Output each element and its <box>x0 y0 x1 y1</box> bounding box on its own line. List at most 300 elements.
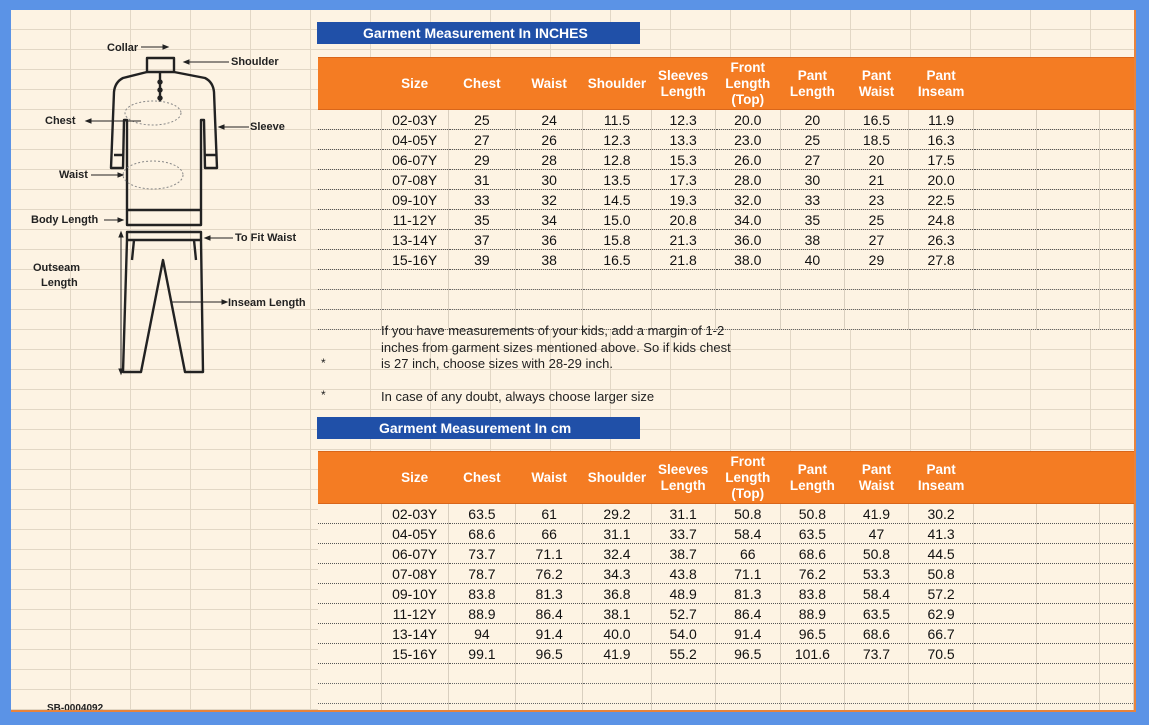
size-cell[interactable]: 13-14Y <box>381 624 448 644</box>
measurement-cell[interactable]: 27 <box>844 230 908 250</box>
empty-cell[interactable] <box>381 290 448 310</box>
empty-cell[interactable] <box>909 310 974 330</box>
size-cell[interactable]: 09-10Y <box>381 584 448 604</box>
measurement-cell[interactable]: 11.9 <box>909 110 974 130</box>
empty-cell[interactable] <box>1100 544 1134 564</box>
empty-cell[interactable] <box>780 664 844 684</box>
measurement-cell[interactable]: 32 <box>516 190 583 210</box>
measurement-cell[interactable]: 47 <box>844 524 908 544</box>
empty-cell[interactable] <box>381 684 448 704</box>
empty-cell[interactable] <box>1037 584 1100 604</box>
empty-cell[interactable] <box>1037 684 1100 704</box>
measurement-cell[interactable]: 66 <box>516 524 583 544</box>
empty-cell[interactable] <box>844 310 908 330</box>
empty-cell[interactable] <box>974 664 1037 684</box>
empty-cell[interactable] <box>780 704 844 713</box>
empty-cell[interactable] <box>516 290 583 310</box>
measurement-cell[interactable]: 41.9 <box>844 504 908 524</box>
size-cell[interactable]: 07-08Y <box>381 564 448 584</box>
measurement-cell[interactable]: 20.8 <box>651 210 715 230</box>
measurement-cell[interactable]: 12.8 <box>583 150 651 170</box>
measurement-cell[interactable]: 20 <box>780 110 844 130</box>
empty-cell[interactable] <box>318 310 381 330</box>
measurement-cell[interactable]: 101.6 <box>780 644 844 664</box>
measurement-cell[interactable]: 68.6 <box>448 524 515 544</box>
empty-cell[interactable] <box>1037 644 1100 664</box>
row-spacer-cell[interactable] <box>318 524 381 544</box>
empty-cell[interactable] <box>909 684 974 704</box>
empty-cell[interactable] <box>909 290 974 310</box>
measurement-cell[interactable]: 94 <box>448 624 515 644</box>
empty-cell[interactable] <box>1100 524 1134 544</box>
size-cell[interactable]: 11-12Y <box>381 210 448 230</box>
row-spacer-cell[interactable] <box>318 564 381 584</box>
measurement-cell[interactable]: 76.2 <box>516 564 583 584</box>
measurement-cell[interactable]: 25 <box>844 210 908 230</box>
empty-cell[interactable] <box>1100 664 1134 684</box>
col-header-pant-waist: Pant Waist <box>844 452 908 504</box>
measurement-cell[interactable]: 22.5 <box>909 190 974 210</box>
measurement-cell[interactable]: 18.5 <box>844 130 908 150</box>
empty-cell[interactable] <box>448 664 515 684</box>
measurement-cell[interactable]: 63.5 <box>780 524 844 544</box>
measurement-cell[interactable]: 12.3 <box>651 110 715 130</box>
measurement-cell[interactable]: 20.0 <box>715 110 780 130</box>
empty-cell[interactable] <box>909 270 974 290</box>
empty-cell[interactable] <box>715 270 780 290</box>
measurement-cell[interactable]: 36.0 <box>715 230 780 250</box>
measurement-cell[interactable]: 14.5 <box>583 190 651 210</box>
measurement-cell[interactable]: 23.0 <box>715 130 780 150</box>
measurement-cell[interactable]: 16.5 <box>583 250 651 270</box>
empty-cell[interactable] <box>1037 664 1100 684</box>
measurement-cell[interactable]: 88.9 <box>448 604 515 624</box>
size-cell[interactable]: 07-08Y <box>381 170 448 190</box>
size-cell[interactable]: 13-14Y <box>381 230 448 250</box>
empty-cell[interactable] <box>974 310 1037 330</box>
empty-cell[interactable] <box>1100 504 1134 524</box>
empty-cell[interactable] <box>974 290 1037 310</box>
table-row <box>318 230 1134 250</box>
measurement-cell[interactable]: 40.0 <box>583 624 651 644</box>
empty-cell[interactable] <box>974 584 1037 604</box>
empty-cell[interactable] <box>844 270 908 290</box>
row-spacer-cell[interactable] <box>318 230 381 250</box>
empty-row <box>318 290 1134 310</box>
measurement-cell[interactable]: 96.5 <box>780 624 844 644</box>
empty-cell[interactable] <box>651 270 715 290</box>
empty-cell[interactable] <box>1037 250 1100 270</box>
measurement-cell[interactable]: 73.7 <box>448 544 515 564</box>
cm-table <box>318 451 1134 712</box>
empty-cell[interactable] <box>974 624 1037 644</box>
empty-cell[interactable] <box>1100 210 1134 230</box>
size-cell[interactable]: 04-05Y <box>381 524 448 544</box>
measurement-cell[interactable]: 24.8 <box>909 210 974 230</box>
empty-cell[interactable] <box>583 684 651 704</box>
empty-cell[interactable] <box>1100 624 1134 644</box>
measurement-cell[interactable]: 36.8 <box>583 584 651 604</box>
empty-cell[interactable] <box>1037 150 1100 170</box>
measurement-cell[interactable]: 26.3 <box>909 230 974 250</box>
row-spacer-cell[interactable] <box>318 250 381 270</box>
measurement-cell[interactable]: 27 <box>780 150 844 170</box>
row-spacer-cell[interactable] <box>318 504 381 524</box>
row-spacer-cell[interactable] <box>318 544 381 564</box>
measurement-cell[interactable]: 20.0 <box>909 170 974 190</box>
empty-cell[interactable] <box>1037 130 1100 150</box>
empty-cell[interactable] <box>844 290 908 310</box>
measurement-cell[interactable]: 21.3 <box>651 230 715 250</box>
col-header-chest: Chest <box>448 452 515 504</box>
empty-cell[interactable] <box>318 664 381 684</box>
empty-cell[interactable] <box>1037 704 1100 713</box>
measurement-cell[interactable]: 86.4 <box>715 604 780 624</box>
measurement-cell[interactable]: 17.3 <box>651 170 715 190</box>
measurement-cell[interactable]: 54.0 <box>651 624 715 644</box>
measurement-cell[interactable]: 71.1 <box>715 564 780 584</box>
measurement-cell[interactable]: 81.3 <box>516 584 583 604</box>
empty-cell[interactable] <box>1100 684 1134 704</box>
measurement-cell[interactable]: 62.9 <box>909 604 974 624</box>
empty-cell[interactable] <box>780 270 844 290</box>
measurement-cell[interactable]: 16.3 <box>909 130 974 150</box>
header-spacer <box>974 452 1037 504</box>
empty-cell[interactable] <box>1037 170 1100 190</box>
empty-cell[interactable] <box>1100 310 1134 330</box>
empty-cell[interactable] <box>1100 250 1134 270</box>
measurement-cell[interactable]: 38.0 <box>715 250 780 270</box>
measurement-cell[interactable]: 23 <box>844 190 908 210</box>
empty-cell[interactable] <box>1037 544 1100 564</box>
note-margin-line-1: If you have measurements of your kids, add a margin of 1-2 <box>381 323 725 338</box>
empty-cell[interactable] <box>844 664 908 684</box>
measurement-cell[interactable]: 30 <box>780 170 844 190</box>
measurement-cell[interactable]: 21.8 <box>651 250 715 270</box>
measurement-cell[interactable]: 40 <box>780 250 844 270</box>
empty-cell[interactable] <box>715 664 780 684</box>
measurement-cell[interactable]: 19.3 <box>651 190 715 210</box>
empty-cell[interactable] <box>1037 564 1100 584</box>
table-row <box>318 210 1134 230</box>
measurement-cell[interactable]: 32.4 <box>583 544 651 564</box>
empty-cell[interactable] <box>583 270 651 290</box>
empty-cell[interactable] <box>516 684 583 704</box>
col-header-size: Size <box>381 58 448 110</box>
empty-cell[interactable] <box>715 310 780 330</box>
measurement-cell[interactable]: 16.5 <box>844 110 908 130</box>
measurement-cell[interactable]: 41.9 <box>583 644 651 664</box>
empty-cell[interactable] <box>1037 230 1100 250</box>
empty-cell[interactable] <box>516 704 583 713</box>
measurement-cell[interactable]: 34.0 <box>715 210 780 230</box>
measurement-cell[interactable]: 27 <box>448 130 515 150</box>
col-header-waist: Waist <box>516 452 583 504</box>
empty-cell[interactable] <box>974 524 1037 544</box>
empty-cell[interactable] <box>651 704 715 713</box>
empty-cell[interactable] <box>909 664 974 684</box>
measurement-cell[interactable]: 31.1 <box>651 504 715 524</box>
measurement-cell[interactable]: 76.2 <box>780 564 844 584</box>
col-header-pant-length: Pant Length <box>780 58 844 110</box>
measurement-cell[interactable]: 58.4 <box>715 524 780 544</box>
empty-cell[interactable] <box>1100 150 1134 170</box>
row-spacer-cell[interactable] <box>318 604 381 624</box>
empty-cell[interactable] <box>1100 564 1134 584</box>
row-spacer-cell[interactable] <box>318 210 381 230</box>
empty-cell[interactable] <box>651 664 715 684</box>
measurement-cell[interactable]: 27.8 <box>909 250 974 270</box>
empty-row <box>318 270 1134 290</box>
row-spacer-cell[interactable] <box>318 170 381 190</box>
table-row <box>318 644 1134 664</box>
empty-cell[interactable] <box>715 704 780 713</box>
measurement-cell[interactable]: 55.2 <box>651 644 715 664</box>
measurement-cell[interactable]: 71.1 <box>516 544 583 564</box>
empty-cell[interactable] <box>516 270 583 290</box>
empty-cell[interactable] <box>974 564 1037 584</box>
measurement-cell[interactable]: 34 <box>516 210 583 230</box>
measurement-cell[interactable]: 13.5 <box>583 170 651 190</box>
empty-cell[interactable] <box>1037 310 1100 330</box>
measurement-cell[interactable]: 50.8 <box>909 564 974 584</box>
empty-cell[interactable] <box>974 190 1037 210</box>
empty-cell[interactable] <box>1037 110 1100 130</box>
empty-cell[interactable] <box>1100 110 1134 130</box>
empty-cell[interactable] <box>448 270 515 290</box>
empty-cell[interactable] <box>1037 270 1100 290</box>
header-spacer <box>1100 452 1134 504</box>
measurement-cell[interactable]: 12.3 <box>583 130 651 150</box>
measurement-cell[interactable]: 53.3 <box>844 564 908 584</box>
measurement-cell[interactable]: 38 <box>516 250 583 270</box>
measurement-cell[interactable]: 96.5 <box>715 644 780 664</box>
empty-cell[interactable] <box>1100 584 1134 604</box>
measurement-cell[interactable]: 99.1 <box>448 644 515 664</box>
sku-code: SB-0004092 <box>47 703 104 712</box>
empty-cell[interactable] <box>318 684 381 704</box>
empty-cell[interactable] <box>1037 604 1100 624</box>
body-length-label: Body Length <box>31 214 99 226</box>
empty-cell[interactable] <box>844 684 908 704</box>
measurement-cell[interactable]: 26.0 <box>715 150 780 170</box>
empty-cell[interactable] <box>1100 190 1134 210</box>
measurement-cell[interactable]: 15.8 <box>583 230 651 250</box>
size-cell[interactable]: 02-03Y <box>381 504 448 524</box>
measurement-cell[interactable]: 21 <box>844 170 908 190</box>
row-spacer-cell[interactable] <box>318 584 381 604</box>
measurement-cell[interactable]: 48.9 <box>651 584 715 604</box>
measurement-cell[interactable]: 83.8 <box>448 584 515 604</box>
empty-cell[interactable] <box>1100 704 1134 713</box>
measurement-cell[interactable]: 15.0 <box>583 210 651 230</box>
empty-cell[interactable] <box>974 644 1037 664</box>
empty-cell[interactable] <box>1037 624 1100 644</box>
size-cell[interactable]: 04-05Y <box>381 130 448 150</box>
measurement-cell[interactable]: 25 <box>448 110 515 130</box>
measurement-cell[interactable]: 41.3 <box>909 524 974 544</box>
empty-cell[interactable] <box>974 210 1037 230</box>
measurement-cell[interactable]: 50.8 <box>844 544 908 564</box>
empty-cell[interactable] <box>715 684 780 704</box>
measurement-cell[interactable]: 88.9 <box>780 604 844 624</box>
table-row <box>318 250 1134 270</box>
measurement-cell[interactable]: 50.8 <box>715 504 780 524</box>
measurement-cell[interactable]: 83.8 <box>780 584 844 604</box>
row-spacer-cell[interactable] <box>318 624 381 644</box>
measurement-cell[interactable]: 28.0 <box>715 170 780 190</box>
empty-cell[interactable] <box>1037 504 1100 524</box>
empty-cell[interactable] <box>974 170 1037 190</box>
measurement-cell[interactable]: 44.5 <box>909 544 974 564</box>
measurement-cell[interactable]: 11.5 <box>583 110 651 130</box>
measurement-cell[interactable]: 91.4 <box>715 624 780 644</box>
measurement-cell[interactable]: 43.8 <box>651 564 715 584</box>
outseam-length-label-2: Length <box>41 277 78 289</box>
measurement-cell[interactable]: 52.7 <box>651 604 715 624</box>
col-header-waist: Waist <box>516 58 583 110</box>
measurement-cell[interactable]: 30.2 <box>909 504 974 524</box>
measurement-cell[interactable]: 73.7 <box>844 644 908 664</box>
empty-cell[interactable] <box>1100 604 1134 624</box>
empty-cell[interactable] <box>1100 270 1134 290</box>
empty-cell[interactable] <box>780 290 844 310</box>
measurement-cell[interactable]: 39 <box>448 250 515 270</box>
measurement-cell[interactable]: 31 <box>448 170 515 190</box>
empty-cell[interactable] <box>318 290 381 310</box>
empty-cell[interactable] <box>651 290 715 310</box>
row-spacer-cell[interactable] <box>318 110 381 130</box>
measurement-cell[interactable]: 63.5 <box>844 604 908 624</box>
measurement-cell[interactable]: 66.7 <box>909 624 974 644</box>
measurement-cell[interactable]: 38.7 <box>651 544 715 564</box>
measurement-cell[interactable]: 29 <box>844 250 908 270</box>
measurement-cell[interactable]: 38.1 <box>583 604 651 624</box>
empty-cell[interactable] <box>1100 290 1134 310</box>
empty-cell[interactable] <box>448 704 515 713</box>
empty-cell[interactable] <box>381 270 448 290</box>
empty-cell[interactable] <box>318 704 381 713</box>
empty-cell[interactable] <box>318 270 381 290</box>
empty-cell[interactable] <box>974 704 1037 713</box>
measurement-cell[interactable]: 17.5 <box>909 150 974 170</box>
measurement-cell[interactable]: 37 <box>448 230 515 250</box>
row-spacer-cell[interactable] <box>318 130 381 150</box>
measurement-cell[interactable]: 33 <box>780 190 844 210</box>
size-cell[interactable]: 11-12Y <box>381 604 448 624</box>
empty-cell[interactable] <box>974 684 1037 704</box>
size-cell[interactable]: 06-07Y <box>381 544 448 564</box>
row-spacer-cell[interactable] <box>318 190 381 210</box>
measurement-cell[interactable]: 34.3 <box>583 564 651 584</box>
empty-cell[interactable] <box>780 684 844 704</box>
measurement-cell[interactable]: 15.3 <box>651 150 715 170</box>
measurement-cell[interactable]: 36 <box>516 230 583 250</box>
measurement-cell[interactable]: 24 <box>516 110 583 130</box>
measurement-cell[interactable]: 29 <box>448 150 515 170</box>
empty-cell[interactable] <box>974 250 1037 270</box>
empty-cell[interactable] <box>448 290 515 310</box>
measurement-cell[interactable]: 29.2 <box>583 504 651 524</box>
measurement-cell[interactable]: 58.4 <box>844 584 908 604</box>
measurement-cell[interactable]: 33.7 <box>651 524 715 544</box>
empty-cell[interactable] <box>1037 524 1100 544</box>
empty-cell[interactable] <box>583 664 651 684</box>
measurement-cell[interactable]: 96.5 <box>516 644 583 664</box>
measurement-cell[interactable]: 20 <box>844 150 908 170</box>
empty-cell[interactable] <box>1100 130 1134 150</box>
measurement-cell[interactable]: 61 <box>516 504 583 524</box>
measurement-cell[interactable]: 57.2 <box>909 584 974 604</box>
measurement-cell[interactable]: 25 <box>780 130 844 150</box>
measurement-cell[interactable]: 86.4 <box>516 604 583 624</box>
measurement-cell[interactable]: 31.1 <box>583 524 651 544</box>
empty-cell[interactable] <box>516 664 583 684</box>
empty-cell[interactable] <box>974 130 1037 150</box>
measurement-cell[interactable]: 68.6 <box>844 624 908 644</box>
empty-cell[interactable] <box>974 150 1037 170</box>
empty-cell[interactable] <box>583 290 651 310</box>
empty-cell[interactable] <box>583 704 651 713</box>
empty-cell[interactable] <box>448 684 515 704</box>
measurement-cell[interactable]: 38 <box>780 230 844 250</box>
measurement-cell[interactable]: 33 <box>448 190 515 210</box>
empty-cell[interactable] <box>780 310 844 330</box>
measurement-cell[interactable]: 28 <box>516 150 583 170</box>
empty-cell[interactable] <box>974 110 1037 130</box>
empty-cell[interactable] <box>1037 210 1100 230</box>
measurement-cell[interactable]: 70.5 <box>909 644 974 664</box>
measurement-cell[interactable]: 91.4 <box>516 624 583 644</box>
empty-cell[interactable] <box>651 684 715 704</box>
row-spacer-cell[interactable] <box>318 644 381 664</box>
empty-cell[interactable] <box>1100 170 1134 190</box>
measurement-cell[interactable]: 63.5 <box>448 504 515 524</box>
empty-cell[interactable] <box>381 704 448 713</box>
measurement-cell[interactable]: 30 <box>516 170 583 190</box>
size-cell[interactable]: 15-16Y <box>381 644 448 664</box>
empty-cell[interactable] <box>974 504 1037 524</box>
empty-cell[interactable] <box>974 270 1037 290</box>
empty-cell[interactable] <box>715 290 780 310</box>
empty-cell[interactable] <box>844 704 908 713</box>
size-cell[interactable]: 15-16Y <box>381 250 448 270</box>
measurement-cell[interactable]: 32.0 <box>715 190 780 210</box>
empty-cell[interactable] <box>1037 290 1100 310</box>
measurement-cell[interactable]: 50.8 <box>780 504 844 524</box>
size-cell[interactable]: 02-03Y <box>381 110 448 130</box>
measurement-cell[interactable]: 78.7 <box>448 564 515 584</box>
measurement-cell[interactable]: 66 <box>715 544 780 564</box>
empty-cell[interactable] <box>909 704 974 713</box>
empty-cell[interactable] <box>1100 230 1134 250</box>
measurement-cell[interactable]: 26 <box>516 130 583 150</box>
measurement-cell[interactable]: 35 <box>448 210 515 230</box>
measurement-cell[interactable]: 35 <box>780 210 844 230</box>
empty-cell[interactable] <box>974 604 1037 624</box>
measurement-cell[interactable]: 13.3 <box>651 130 715 150</box>
empty-cell[interactable] <box>1100 644 1134 664</box>
size-cell[interactable]: 09-10Y <box>381 190 448 210</box>
row-spacer-cell[interactable] <box>318 150 381 170</box>
empty-cell[interactable] <box>974 544 1037 564</box>
measurement-cell[interactable]: 81.3 <box>715 584 780 604</box>
empty-cell[interactable] <box>381 664 448 684</box>
measurement-cell[interactable]: 68.6 <box>780 544 844 564</box>
empty-cell[interactable] <box>1037 190 1100 210</box>
size-cell[interactable]: 06-07Y <box>381 150 448 170</box>
empty-cell[interactable] <box>974 230 1037 250</box>
